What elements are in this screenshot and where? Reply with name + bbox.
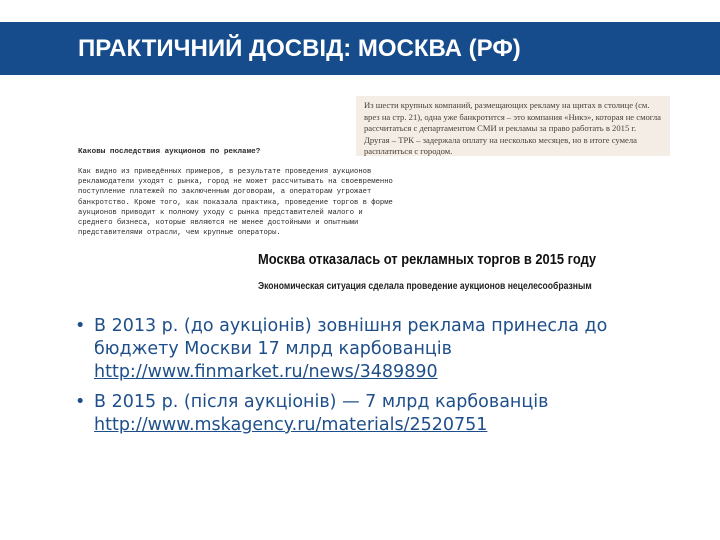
bullet-dot-icon: • [75,392,86,412]
mskagency-link[interactable]: http://www.mskagency.ru/materials/2520751 [94,415,488,435]
title-bar [0,22,720,75]
slide-title: ПРАКТИЧНИЙ ДОСВІД: МОСКВА (РФ) [78,35,521,62]
bullet-list [72,315,672,444]
bullet-item-2013 [72,315,672,384]
bullet-text-2013: В 2013 р. (до аукціонів) зовнішня реклама принесла до бюджету Москви 17 млрд карбованців [94,316,608,359]
clipping-subheadline: Экономическая ситуация сделала проведение аукционов нецелесообразным [258,281,592,292]
clipping-article-heading: Каковы последствия аукционов по рекламе? [78,148,261,156]
clipping-article-body: Как видно из приведённых примеров, в результате проведения аукционов рекламодатели уходят с рынка, город не может рассчитывать на своевременно поступление платежей по заключенным договорам, а операторам угрожает банкротство. Кроме того, как показала практика, проведение торгов в форме аукционов приводит к полному уходу с рынка представителей малого и среднего бизнеса, которые являются не менее достойными и опытными представителями отрасли, чем крупные операторы. [78,168,393,238]
newspaper-clipping-note: Из шести крупных компаний, размещающих рекламу на щитах в столице (см. врез на стр. 21), одна уже банкротится – это компания «Никэ», которая не смогла рассчитаться с департаментом СМИ и рекламы за право работать в 2015 г. Другая – ТРК – задержала оплату на несколько месяцев, но в итоге сумела расплатиться с городом. [356,96,670,156]
bullet-text-2015: В 2015 р. (після аукціонів) — 7 млрд карбованців [94,392,549,412]
newspaper-clipping-article [78,148,398,238]
clipping-headline: Москва отказалась от рекламных торгов в 2015 году [258,251,597,268]
bullet-item-2015 [72,391,672,437]
finmarket-link[interactable]: http://www.finmarket.ru/news/3489890 [94,362,438,382]
bullet-dot-icon: • [75,316,86,336]
